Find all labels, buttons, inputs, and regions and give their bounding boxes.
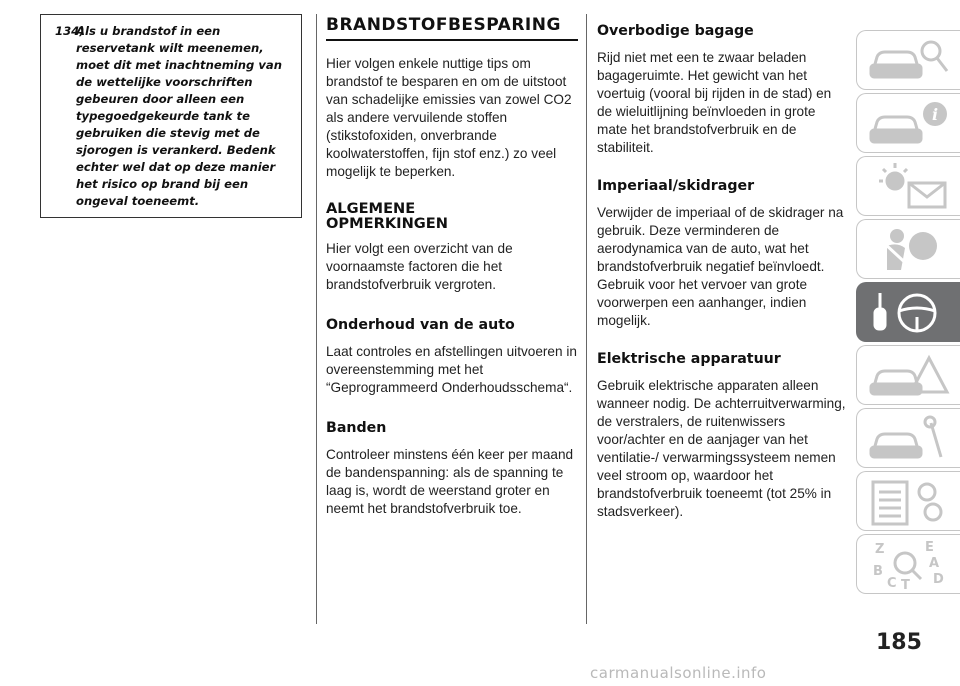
tab-safety[interactable]	[856, 219, 960, 279]
tab-emergency[interactable]	[856, 345, 960, 405]
index-letter-z: Z	[875, 542, 885, 557]
specifications-gear-icon	[867, 476, 951, 528]
tab-index[interactable]	[856, 534, 960, 594]
roof-rack-heading: Imperiaal/skidrager	[597, 178, 755, 194]
maintenance-heading: Onderhoud van de auto	[326, 317, 515, 333]
warning-box	[40, 14, 302, 218]
tab-warning-lights[interactable]	[856, 156, 960, 216]
luggage-heading: Overbodige bagage	[597, 23, 754, 39]
general-heading-line1: ALGEMENE	[326, 200, 416, 217]
page-number: 185	[876, 630, 922, 655]
luggage-paragraph: Rijd niet met een te zwaar beladen bagageruimte. Het gewicht van het voertuig (vooral bij rijden in de stad) en de wieluitlijning beïnvloeden in grote mate het brandstofverbruik en de stabiliteit.	[597, 50, 832, 155]
index-letter-d: D	[933, 572, 944, 587]
car-wrench-icon	[867, 413, 951, 465]
car-search-icon	[867, 35, 951, 87]
svg-text:i: i	[931, 105, 939, 124]
airbag-safety-icon	[867, 224, 951, 276]
page-title: BRANDSTOFBESPARING	[326, 14, 578, 41]
index-letter-c: C	[887, 576, 897, 591]
index-letter-t: T	[901, 578, 910, 591]
tab-car-search[interactable]	[856, 30, 960, 90]
alphabetical-index-icon	[867, 539, 951, 591]
maintenance-paragraph: Laat controles en afstellingen uitvoeren in overeenstemming met het “Geprogrammeerd Onderhoudsschema“.	[326, 344, 577, 395]
index-letter-b: B	[873, 564, 883, 579]
tab-car-info[interactable]	[856, 93, 960, 153]
general-heading-line2: OPMERKINGEN	[326, 215, 448, 232]
column-2	[326, 14, 578, 518]
intro-paragraph: Hier volgen enkele nuttige tips om brandstof te besparen en om de uitstoot van schadelijke emissies van zowel CO2 als andere vervuilende stoffen (stikstofoxiden, onverbrande koolwaterstoffen, fijn stof enz.) zo veel mogelijk te beperken.	[326, 56, 572, 179]
electrical-heading: Elektrische apparatuur	[597, 351, 781, 367]
tyres-paragraph: Controleer minstens één keer per maand de bandenspanning: als de spanning te laag is, wordt de weerstand groter en neemt het brandstofverbruik toe.	[326, 447, 574, 516]
warning-number: 134)	[55, 24, 85, 38]
warning-light-message-icon	[867, 161, 951, 213]
watermark: carmanualsonline.info	[590, 664, 767, 682]
tab-starting-driving[interactable]	[856, 282, 960, 342]
index-letter-a: A	[929, 556, 940, 571]
index-letter-e: E	[925, 540, 934, 555]
car-warning-triangle-icon	[867, 350, 951, 402]
tab-maintenance[interactable]	[856, 408, 960, 468]
general-paragraph: Hier volgt een overzicht van de voornaamste factoren die het brandstofverbruik vergroten.	[326, 241, 513, 292]
tyres-heading: Banden	[326, 420, 387, 436]
column-3	[597, 24, 847, 521]
roof-rack-paragraph: Verwijder de imperiaal of de skidrager na gebruik. Deze verminderen de aerodynamica van de auto, wat het brandstofverbruik negatief beïnvloedt. Gebruik voor het vervoer van grote voorwerpen een aanhanger, indien mogelijk.	[597, 205, 844, 328]
column-divider-2	[586, 14, 587, 624]
general-remarks-heading	[326, 201, 578, 231]
key-steering-wheel-icon	[867, 287, 951, 339]
warning-text: Als u brandstof in een reservetank wilt meenemen, moet dit met inachtneming van de wettelijke voorschriften gebeuren door alleen een typegoedgekeurde tank te gebruiken die stevig met de sjorogen is verankerd. Bedenk echter wel dat op deze manier het risico op brand bij een ongeval toeneemt.	[76, 24, 282, 208]
column-divider-1	[316, 14, 317, 624]
tab-specifications[interactable]	[856, 471, 960, 531]
electrical-paragraph: Gebruik elektrische apparaten alleen wanneer nodig. De achterruitverwarming, de verstralers, de ruitenwissers voor/achter en de aanjager van het ventilatie-/ verwarmingssysteem nemen veel stroom op, waardoor het brandstofverbruik toeneemt (tot 25% in stadsverkeer).	[597, 378, 846, 519]
car-info-icon	[867, 98, 951, 150]
